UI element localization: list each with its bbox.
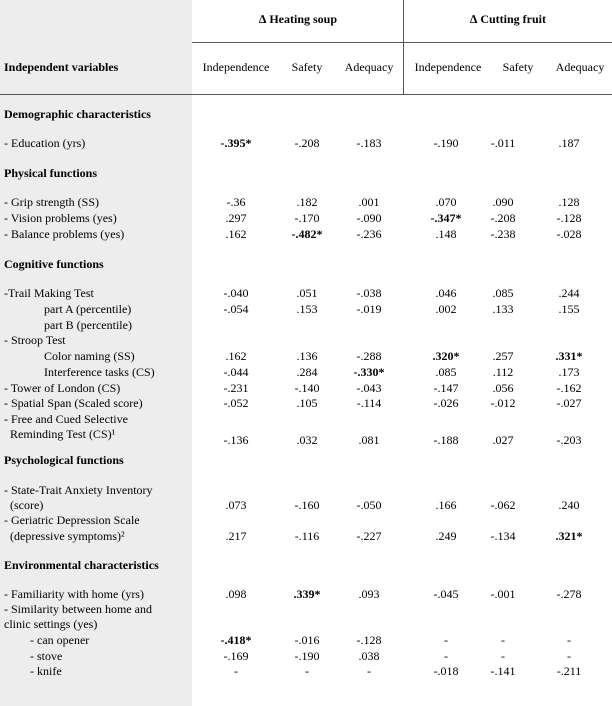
col-header-heating-adequacy: Adequacy: [344, 60, 394, 74]
row-label: - Familiarity with home (yrs): [4, 587, 144, 601]
value-cell: -.026: [433, 396, 459, 410]
value-cell: -.211: [556, 664, 582, 678]
value-cell: -.395*: [220, 136, 252, 150]
row-label: - State-Trait Anxiety Inventory: [4, 483, 153, 497]
value-cell: .081: [358, 433, 380, 447]
value-cell: .162: [225, 349, 247, 363]
value-cell: -.027: [556, 396, 582, 410]
row-label: -Trail Making Test: [4, 286, 94, 300]
row-label: - Grip strength (SS): [4, 195, 99, 209]
value-cell: -.36: [226, 195, 246, 209]
value-cell: -: [367, 664, 371, 678]
row-label: part A (percentile): [44, 302, 132, 316]
value-cell: -.128: [556, 211, 582, 225]
value-cell: .046: [435, 286, 457, 300]
value-cell: -: [567, 633, 571, 647]
value-cell: -: [234, 664, 238, 678]
value-cell: -.090: [356, 211, 382, 225]
value-cell: .249: [435, 529, 457, 543]
value-cell: .187: [558, 136, 580, 150]
row-label-header: Independent variables: [4, 60, 119, 74]
value-cell: -.141: [490, 664, 516, 678]
value-cell: -.236: [356, 227, 382, 241]
value-cell: -: [444, 649, 448, 663]
value-cell: -.052: [223, 396, 249, 410]
value-cell: -.208: [490, 211, 516, 225]
value-cell: -.162: [556, 381, 582, 395]
row-label: - Balance problems (yes): [4, 227, 125, 241]
value-cell: .155: [558, 302, 580, 316]
section-cognitive: Cognitive functions: [4, 257, 104, 271]
value-cell: .297: [225, 211, 247, 225]
value-cell: -.128: [356, 633, 382, 647]
value-cell: -.134: [490, 529, 516, 543]
value-cell: .085: [492, 286, 514, 300]
value-cell: -.038: [356, 286, 382, 300]
value-cell: -.190: [294, 649, 320, 663]
header-group-heating-soup: ∆ Heating soup: [258, 12, 338, 26]
value-cell: -.160: [294, 498, 320, 512]
row-label: - Geriatric Depression Scale: [4, 513, 140, 527]
row-label: part B (percentile): [44, 318, 132, 332]
col-header-fruit-safety: Safety: [502, 60, 534, 74]
value-cell: .090: [492, 195, 514, 209]
value-cell: -.238: [490, 227, 516, 241]
value-cell: -.288: [356, 349, 382, 363]
row-label: Reminding Test (CS)¹: [10, 427, 116, 441]
value-cell: -.482*: [291, 227, 323, 241]
value-cell: -.045: [433, 587, 459, 601]
value-cell: .085: [435, 365, 457, 379]
col-header-heating-safety: Safety: [291, 60, 323, 74]
value-cell: .002: [435, 302, 457, 316]
value-cell: .098: [225, 587, 247, 601]
value-cell: -.116: [294, 529, 320, 543]
value-cell: .153: [296, 302, 318, 316]
row-label: - Similarity between home and: [4, 602, 152, 616]
row-label: - stove: [30, 649, 63, 663]
header-divider-vertical: [403, 0, 404, 42]
row-label: - Tower of London (CS): [4, 381, 121, 395]
section-psychological: Psychological functions: [4, 453, 124, 467]
value-cell: .244: [558, 286, 580, 300]
value-cell: -.012: [490, 396, 516, 410]
value-cell: -.147: [433, 381, 459, 395]
value-cell: -.227: [356, 529, 382, 543]
value-cell: .162: [225, 227, 247, 241]
value-cell: -.001: [490, 587, 516, 601]
value-cell: -.170: [294, 211, 320, 225]
value-cell: -.203: [556, 433, 582, 447]
value-cell: .320*: [432, 349, 460, 363]
value-cell: -: [501, 649, 505, 663]
value-cell: -.169: [223, 649, 249, 663]
value-cell: -.028: [556, 227, 582, 241]
row-label: - Education (yrs): [4, 136, 86, 150]
value-cell: .321*: [555, 529, 583, 543]
subheader-divider-vertical: [403, 42, 404, 94]
value-cell: .173: [558, 365, 580, 379]
value-cell: .339*: [293, 587, 321, 601]
value-cell: -.040: [223, 286, 249, 300]
section-physical: Physical functions: [4, 166, 98, 180]
row-label: Interference tasks (CS): [44, 365, 155, 379]
header-group-cutting-fruit: ∆ Cutting fruit: [469, 12, 547, 26]
value-cell: -.054: [223, 302, 249, 316]
value-cell: .133: [492, 302, 514, 316]
row-label: - Stroop Test: [4, 333, 66, 347]
header-divider-horizontal: [192, 42, 612, 43]
value-cell: -.043: [356, 381, 382, 395]
section-environmental: Environmental characteristics: [4, 558, 159, 572]
value-cell: .240: [558, 498, 580, 512]
row-label: - Vision problems (yes): [4, 211, 117, 225]
value-cell: .038: [358, 649, 380, 663]
row-label: - can opener: [30, 633, 90, 647]
value-cell: -.188: [433, 433, 459, 447]
value-cell: -.418*: [220, 633, 252, 647]
value-cell: .128: [558, 195, 580, 209]
value-cell: -.062: [490, 498, 516, 512]
row-label: - Free and Cued Selective: [4, 412, 128, 426]
value-cell: .166: [435, 498, 457, 512]
value-cell: -.208: [294, 136, 320, 150]
value-cell: .051: [296, 286, 318, 300]
col-header-fruit-adequacy: Adequacy: [555, 60, 605, 74]
section-demographic: Demographic characteristics: [4, 107, 151, 121]
value-cell: -.011: [490, 136, 516, 150]
row-label: Color naming (SS): [44, 349, 135, 363]
row-label: - Spatial Span (Scaled score): [4, 396, 143, 410]
value-cell: -: [567, 649, 571, 663]
value-cell: .056: [492, 381, 514, 395]
subheader-divider-horizontal: [0, 94, 612, 95]
row-label: (score): [10, 498, 44, 512]
value-cell: .073: [225, 498, 247, 512]
value-cell: -.114: [356, 396, 382, 410]
value-cell: .070: [435, 195, 457, 209]
value-cell: .093: [358, 587, 380, 601]
value-cell: -.018: [433, 664, 459, 678]
value-cell: .136: [296, 349, 318, 363]
value-cell: -.347*: [430, 211, 462, 225]
value-cell: -.044: [223, 365, 249, 379]
value-cell: .001: [358, 195, 380, 209]
col-header-fruit-independence: Independence: [414, 60, 482, 74]
value-cell: -.136: [223, 433, 249, 447]
value-cell: -: [501, 633, 505, 647]
value-cell: .217: [225, 529, 247, 543]
value-cell: -.190: [433, 136, 459, 150]
value-cell: -.183: [356, 136, 382, 150]
value-cell: -.050: [356, 498, 382, 512]
value-cell: .257: [492, 349, 514, 363]
row-label: clinic settings (yes): [4, 617, 98, 631]
value-cell: -.231: [223, 381, 249, 395]
value-cell: .182: [296, 195, 318, 209]
value-cell: .032: [296, 433, 318, 447]
value-cell: .284: [296, 365, 318, 379]
value-cell: -: [305, 664, 309, 678]
value-cell: .112: [492, 365, 514, 379]
value-cell: -.330*: [353, 365, 385, 379]
value-cell: -.016: [294, 633, 320, 647]
value-cell: -.278: [556, 587, 582, 601]
value-cell: .027: [492, 433, 514, 447]
col-header-heating-independence: Independence: [202, 60, 270, 74]
value-cell: .148: [435, 227, 457, 241]
row-label: (depressive symptoms)²: [10, 529, 125, 543]
value-cell: -: [444, 633, 448, 647]
value-cell: -.019: [356, 302, 382, 316]
value-cell: .105: [296, 396, 318, 410]
row-label: - knife: [30, 664, 62, 678]
value-cell: .331*: [555, 349, 583, 363]
value-cell: -.140: [294, 381, 320, 395]
